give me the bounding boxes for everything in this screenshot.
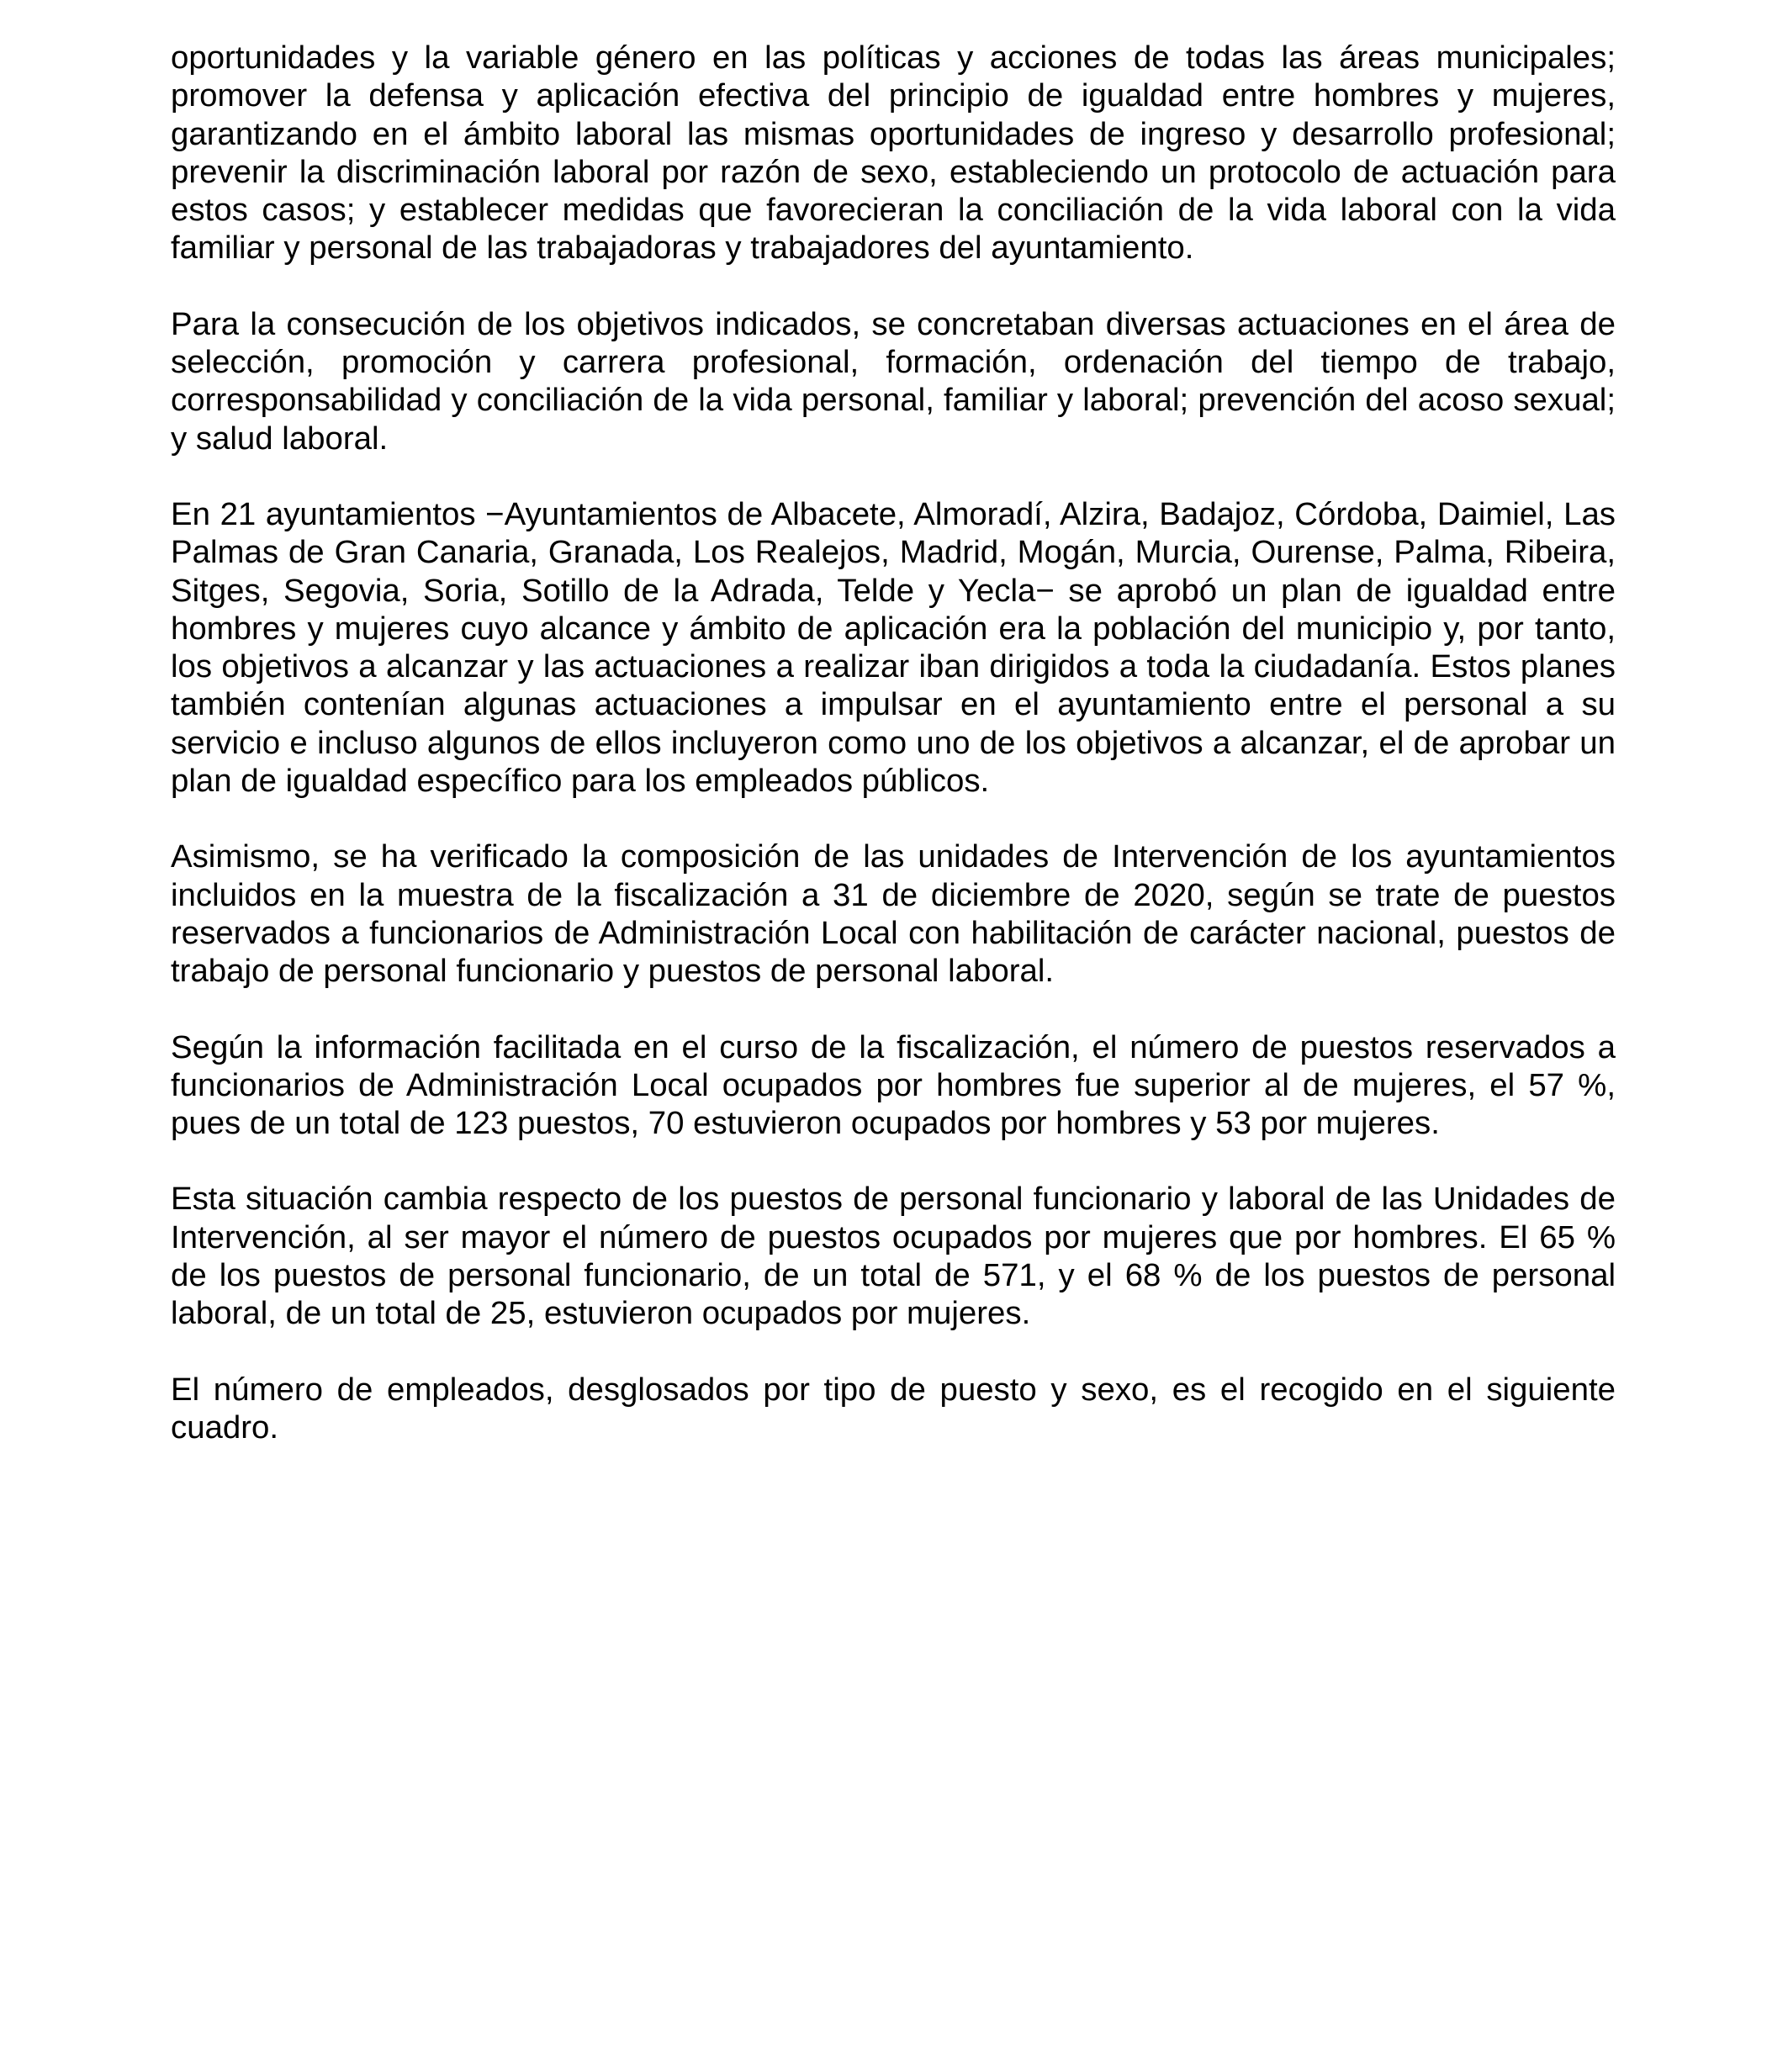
paragraph-table-intro: El número de empleados, desglosados por tipo de puesto y sexo, es el recogido en el siguiente cuadro. [171,1371,1616,1446]
paragraph-municipal-plans: En 21 ayuntamientos −Ayuntamientos de Albacete, Almoradí, Alzira, Badajoz, Córdoba, Daimiel, Las Palmas de Gran Canaria, Granada, Los Realejos, Madrid, Mogán, Murcia, Ourense, Palma, Ribeira, Sitges, Segovia, Soria, Sotillo de la Adrada, Telde y Yecla− se aprobó un plan de igualdad entre hombres y mujeres cuyo alcance y ámbito de aplicación era la población del municipio y, por tanto, los objetivos a alcanzar y las actuaciones a realizar iban dirigidos a toda la ciudadanía. Estos planes también contenían algunas actuaciones a impulsar en el ayuntamiento entre el personal a su servicio e incluso algunos de ellos incluyeron como uno de los objetivos a alcanzar, el de aprobar un plan de igualdad específico para los empleados públicos. [171,495,1616,800]
paragraph-staff-composition: Esta situación cambia respecto de los puestos de personal funcionario y laboral de las Unidades de Intervención, al ser mayor el número de puestos ocupados por mujeres que por hombres. El 65 % de los puestos de personal funcionario, de un total de 571, y el 68 % de los puestos de personal laboral, de un total de 25, estuvieron ocupados por mujeres. [171,1181,1616,1332]
paragraph-equality-plan-objectives: oportunidades y la variable género en las políticas y acciones de todas las áreas municipales; promover la defensa y aplicación efectiva del principio de igualdad entre hombres y mujeres, garantizando en el ámbito laboral las mismas oportunidades de ingreso y desarrollo profesional; prevenir la discriminación laboral por razón de sexo, estableciendo un protocolo de actuación para estos casos; y establecer medidas que favorecieran la conciliación de la vida laboral con la vida familiar y personal de las trabajadoras y trabajadores del ayuntamiento. [171,40,1616,267]
paragraph-intervention-units: Asimismo, se ha verificado la composición de las unidades de Intervención de los ayuntamientos incluidos en la muestra de la fiscalización a 31 de diciembre de 2020, según se trate de puestos reservados a funcionarios de Administración Local con habilitación de carácter nacional, puestos de trabajo de personal funcionario y puestos de personal laboral. [171,838,1616,990]
document-page [171,39,1616,1446]
paragraph-reserved-posts: Según la información facilitada en el curso de la fiscalización, el número de puestos reservados a funcionarios de Administración Local ocupados por hombres fue superior al de mujeres, el 57 %, pues de un total de 123 puestos, 70 estuvieron ocupados por hombres y 53 por mujeres. [171,1028,1616,1142]
paragraph-actions-areas: Para la consecución de los objetivos indicados, se concretaban diversas actuaciones en el área de selección, promoción y carrera profesional, formación, ordenación del tiempo de trabajo, corresponsabilidad y conciliación de la vida personal, familiar y laboral; prevención del acoso sexual; y salud laboral. [171,305,1616,457]
